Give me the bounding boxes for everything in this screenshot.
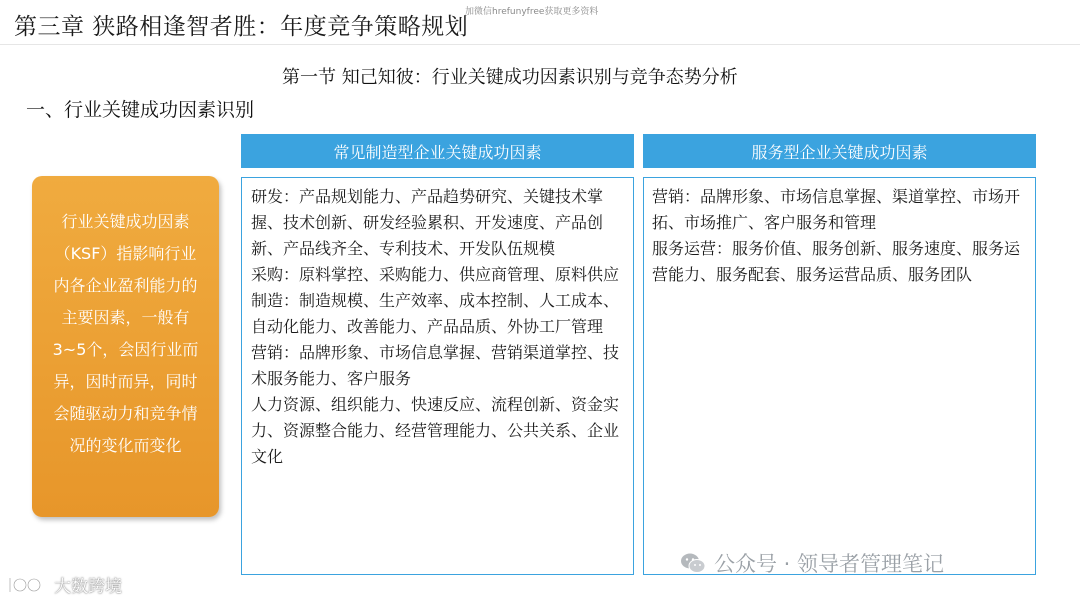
- manufacturing-panel: [241, 177, 634, 575]
- section-title: 第一节 知己知彼：行业关键成功因素识别与竞争态势分析: [282, 67, 738, 88]
- ksf-definition-box: [32, 176, 219, 517]
- manufacturing-item-procurement: 采购：原料掌控、采购能力、供应商管理、原料供应: [251, 265, 620, 284]
- wechat-watermark-text: 公众号 · 领导者管理笔记: [714, 552, 945, 576]
- manufacturing-header: 常见制造型企业关键成功因素: [241, 134, 634, 168]
- service-item-operations: 服务运营：服务价值、服务创新、服务速度、服务运营能力、服务配套、服务运营品质、服务团队: [652, 239, 1021, 284]
- subsection-title: 一、行业关键成功因素识别: [26, 99, 255, 121]
- wechat-icon: [680, 551, 706, 575]
- header-divider: [0, 44, 1080, 45]
- manufacturing-item-rnd: 研发：产品规划能力、产品趋势研究、关键技术掌握、技术创新、研发经验累积、开发速度、产品创新、产品线齐全、专利技术、开发队伍规模: [251, 187, 604, 258]
- ksf-definition-text: 行业关键成功因素（KSF）指影响行业内各企业盈利能力的主要因素，一般有3~5个，会因行业而异，因时而异，同时会随驱动力和竞争情况的变化而变化: [52, 212, 199, 455]
- manufacturing-item-production: 制造：制造规模、生产效率、成本控制、人工成本、自动化能力、改善能力、产品品质、外协工厂管理: [251, 291, 620, 336]
- top-watermark: 加微信hrefunyfree获取更多资料: [465, 7, 599, 17]
- brand-watermark: [6, 572, 122, 597]
- brand-logo-icon: [6, 574, 50, 596]
- service-panel: [643, 177, 1036, 575]
- manufacturing-item-marketing: 营销：品牌形象、市场信息掌握、营销渠道掌控、技术服务能力、客户服务: [251, 343, 620, 388]
- service-header: 服务型企业关键成功因素: [643, 134, 1036, 168]
- wechat-watermark: [680, 548, 944, 578]
- chapter-title: 第三章 狭路相逢智者胜：年度竞争策略规划: [14, 14, 469, 40]
- service-item-marketing: 营销：品牌形象、市场信息掌握、渠道掌控、市场开拓、市场推广、客户服务和管理: [652, 187, 1021, 232]
- brand-watermark-text: 大数跨境: [54, 577, 122, 597]
- manufacturing-item-general: 人力资源、组织能力、快速反应、流程创新、资金实力、资源整合能力、经营管理能力、公共关系、企业文化: [251, 395, 620, 466]
